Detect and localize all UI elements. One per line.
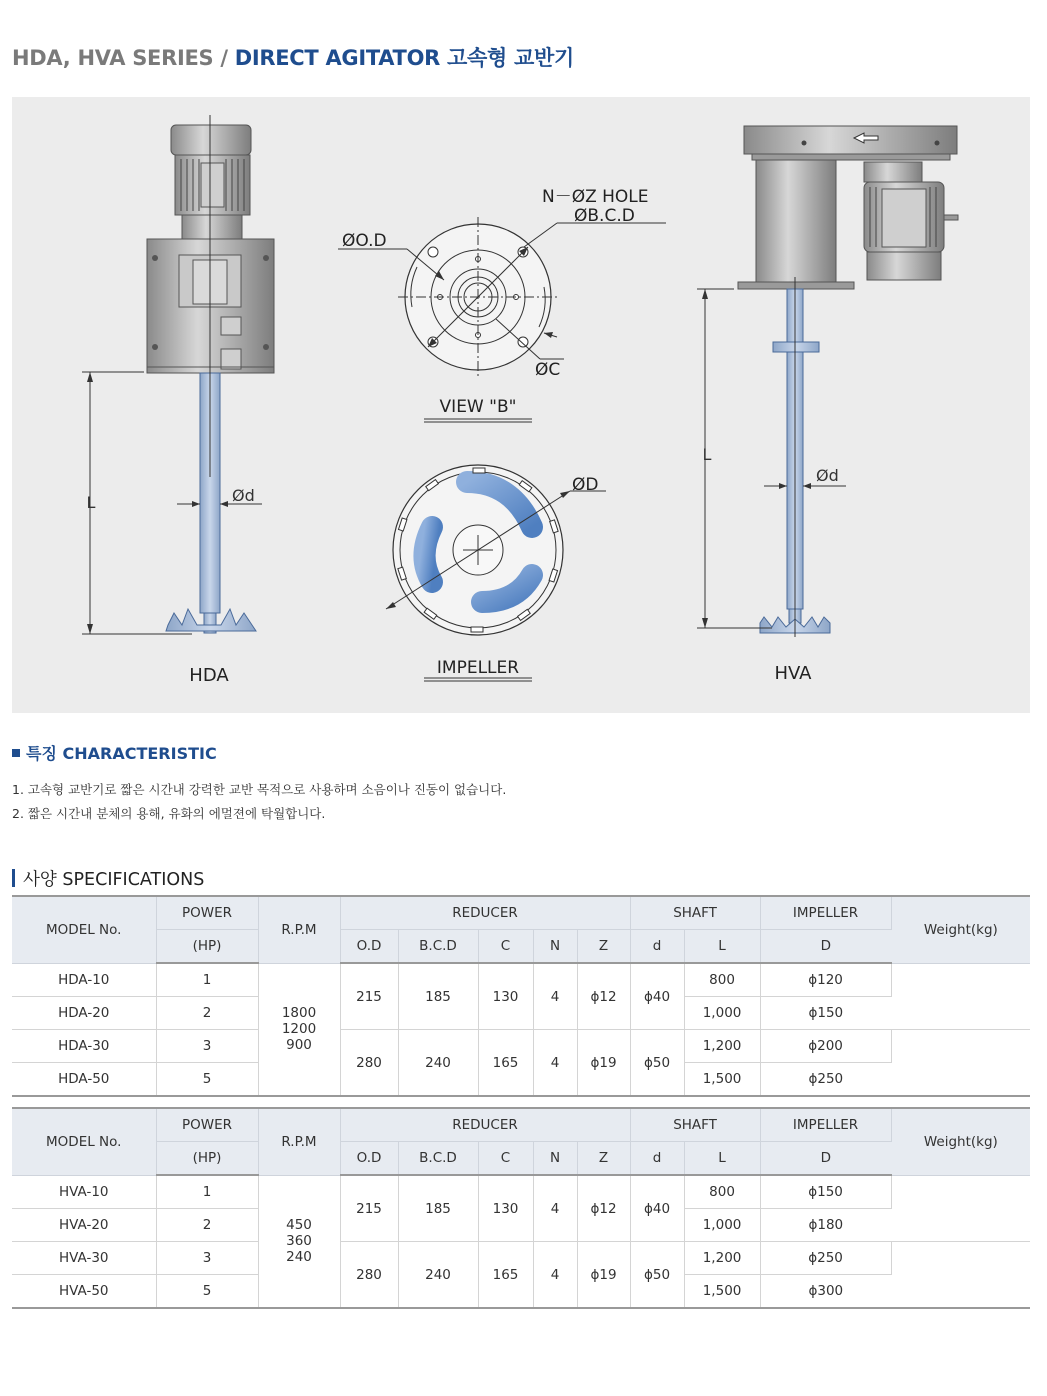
hva-l-label: L [702, 445, 712, 464]
weight-cell [891, 1030, 1030, 1097]
nz-hole-label: N－ØZ HOLE [542, 187, 649, 207]
power-header: POWER [156, 1108, 258, 1142]
od-header: O.D [340, 1142, 398, 1176]
impeller-drawing [386, 465, 606, 681]
table-row: HVA-30 3 280 240 165 4 ϕ19 ϕ50 1,200 ϕ250 [12, 1242, 1030, 1275]
table-row: HVA-20 2 1,000 ϕ180 [12, 1209, 1030, 1242]
impeller-header: IMPELLER [760, 1108, 891, 1142]
table-row: HVA-50 5 1,500 ϕ300 [12, 1275, 1030, 1309]
impeller-d-header: D [760, 1142, 891, 1176]
impeller-d-header: D [760, 930, 891, 964]
hva-spec-table [12, 1107, 1030, 1309]
characteristic-item: 2. 짧은 시간내 분체의 용해, 유화의 에멀젼에 탁월합니다. [12, 806, 326, 821]
heading-square-icon [12, 749, 20, 757]
agitator-diagram [12, 97, 1030, 713]
hva-d-label: Ød [816, 466, 839, 485]
table-row: HDA-30 3 280 240 165 4 ϕ19 ϕ50 1,200 ϕ200 [12, 1030, 1030, 1063]
weight-cell [891, 1242, 1030, 1309]
rpm-cell: 450 360 240 [258, 1175, 340, 1308]
table-row: HVA-10 1 450 360 240 215 185 130 4 ϕ12 ϕ40 800 ϕ150 [12, 1175, 1030, 1209]
z-header: Z [577, 930, 630, 964]
model-header: MODEL No. [12, 896, 156, 963]
table-row: HDA-10 1 1800 1200 900 215 185 130 4 ϕ12 ϕ40 800 ϕ120 [12, 963, 1030, 997]
hda-d-label: Ød [232, 486, 255, 505]
model-header: MODEL No. [12, 1108, 156, 1175]
n-header: N [533, 930, 577, 964]
c-label: ØC [535, 360, 561, 380]
impeller-label: IMPELLER [436, 658, 520, 678]
hp-header: (HP) [156, 1142, 258, 1176]
rpm-header: R.P.M [258, 896, 340, 963]
heading-bar-icon [12, 869, 15, 887]
l-header: L [684, 930, 760, 964]
title-name: DIRECT AGITATOR 고속형 교반기 [234, 46, 574, 70]
hda-l-label: L [86, 493, 96, 512]
hp-header: (HP) [156, 930, 258, 964]
bcd-header: B.C.D [398, 930, 478, 964]
d-header: d [630, 1142, 684, 1176]
view-b-drawing [338, 217, 666, 422]
c-header: C [478, 1142, 533, 1176]
bcd-label: ØB.C.D [574, 206, 635, 226]
shaft-header: SHAFT [630, 1108, 760, 1142]
specifications-heading: 사양 SPECIFICATIONS [12, 866, 204, 891]
weight-cell [891, 1175, 1030, 1242]
shaft-header: SHAFT [630, 896, 760, 930]
weight-header: Weight(kg) [891, 1108, 1030, 1175]
view-b-label: VIEW "B" [439, 397, 517, 417]
bcd-header: B.C.D [398, 1142, 478, 1176]
rpm-header: R.P.M [258, 1108, 340, 1175]
table-row: HDA-20 2 1,000 ϕ150 [12, 997, 1030, 1030]
characteristic-item: 1. 고속형 교반기로 짧은 시간내 강력한 교반 목적으로 사용하며 소음이나 진동이 없습니다. [12, 782, 507, 797]
hda-drawing [147, 115, 274, 633]
rpm-cell: 1800 1200 900 [258, 963, 340, 1096]
n-header: N [533, 1142, 577, 1176]
page-title [12, 42, 574, 72]
od-header: O.D [340, 930, 398, 964]
hda-spec-table [12, 895, 1030, 1097]
characteristic-list [12, 778, 506, 826]
title-series: HDA, HVA SERIES / [12, 46, 228, 70]
characteristic-heading: 특징 CHARACTERISTIC [12, 741, 217, 764]
impeller-header: IMPELLER [760, 896, 891, 930]
power-header: POWER [156, 896, 258, 930]
hva-label: HVA [774, 663, 812, 684]
reducer-header: REDUCER [340, 1108, 630, 1142]
od-label: ØO.D [342, 231, 387, 251]
hva-drawing [738, 126, 958, 637]
z-header: Z [577, 1142, 630, 1176]
weight-cell [891, 963, 1030, 1030]
d-header: d [630, 930, 684, 964]
l-header: L [684, 1142, 760, 1176]
reducer-header: REDUCER [340, 896, 630, 930]
weight-header: Weight(kg) [891, 896, 1030, 963]
table-row: HDA-50 5 1,500 ϕ250 [12, 1063, 1030, 1097]
hda-label: HDA [189, 665, 229, 686]
impeller-d-label: ØD [572, 475, 599, 495]
c-header: C [478, 930, 533, 964]
